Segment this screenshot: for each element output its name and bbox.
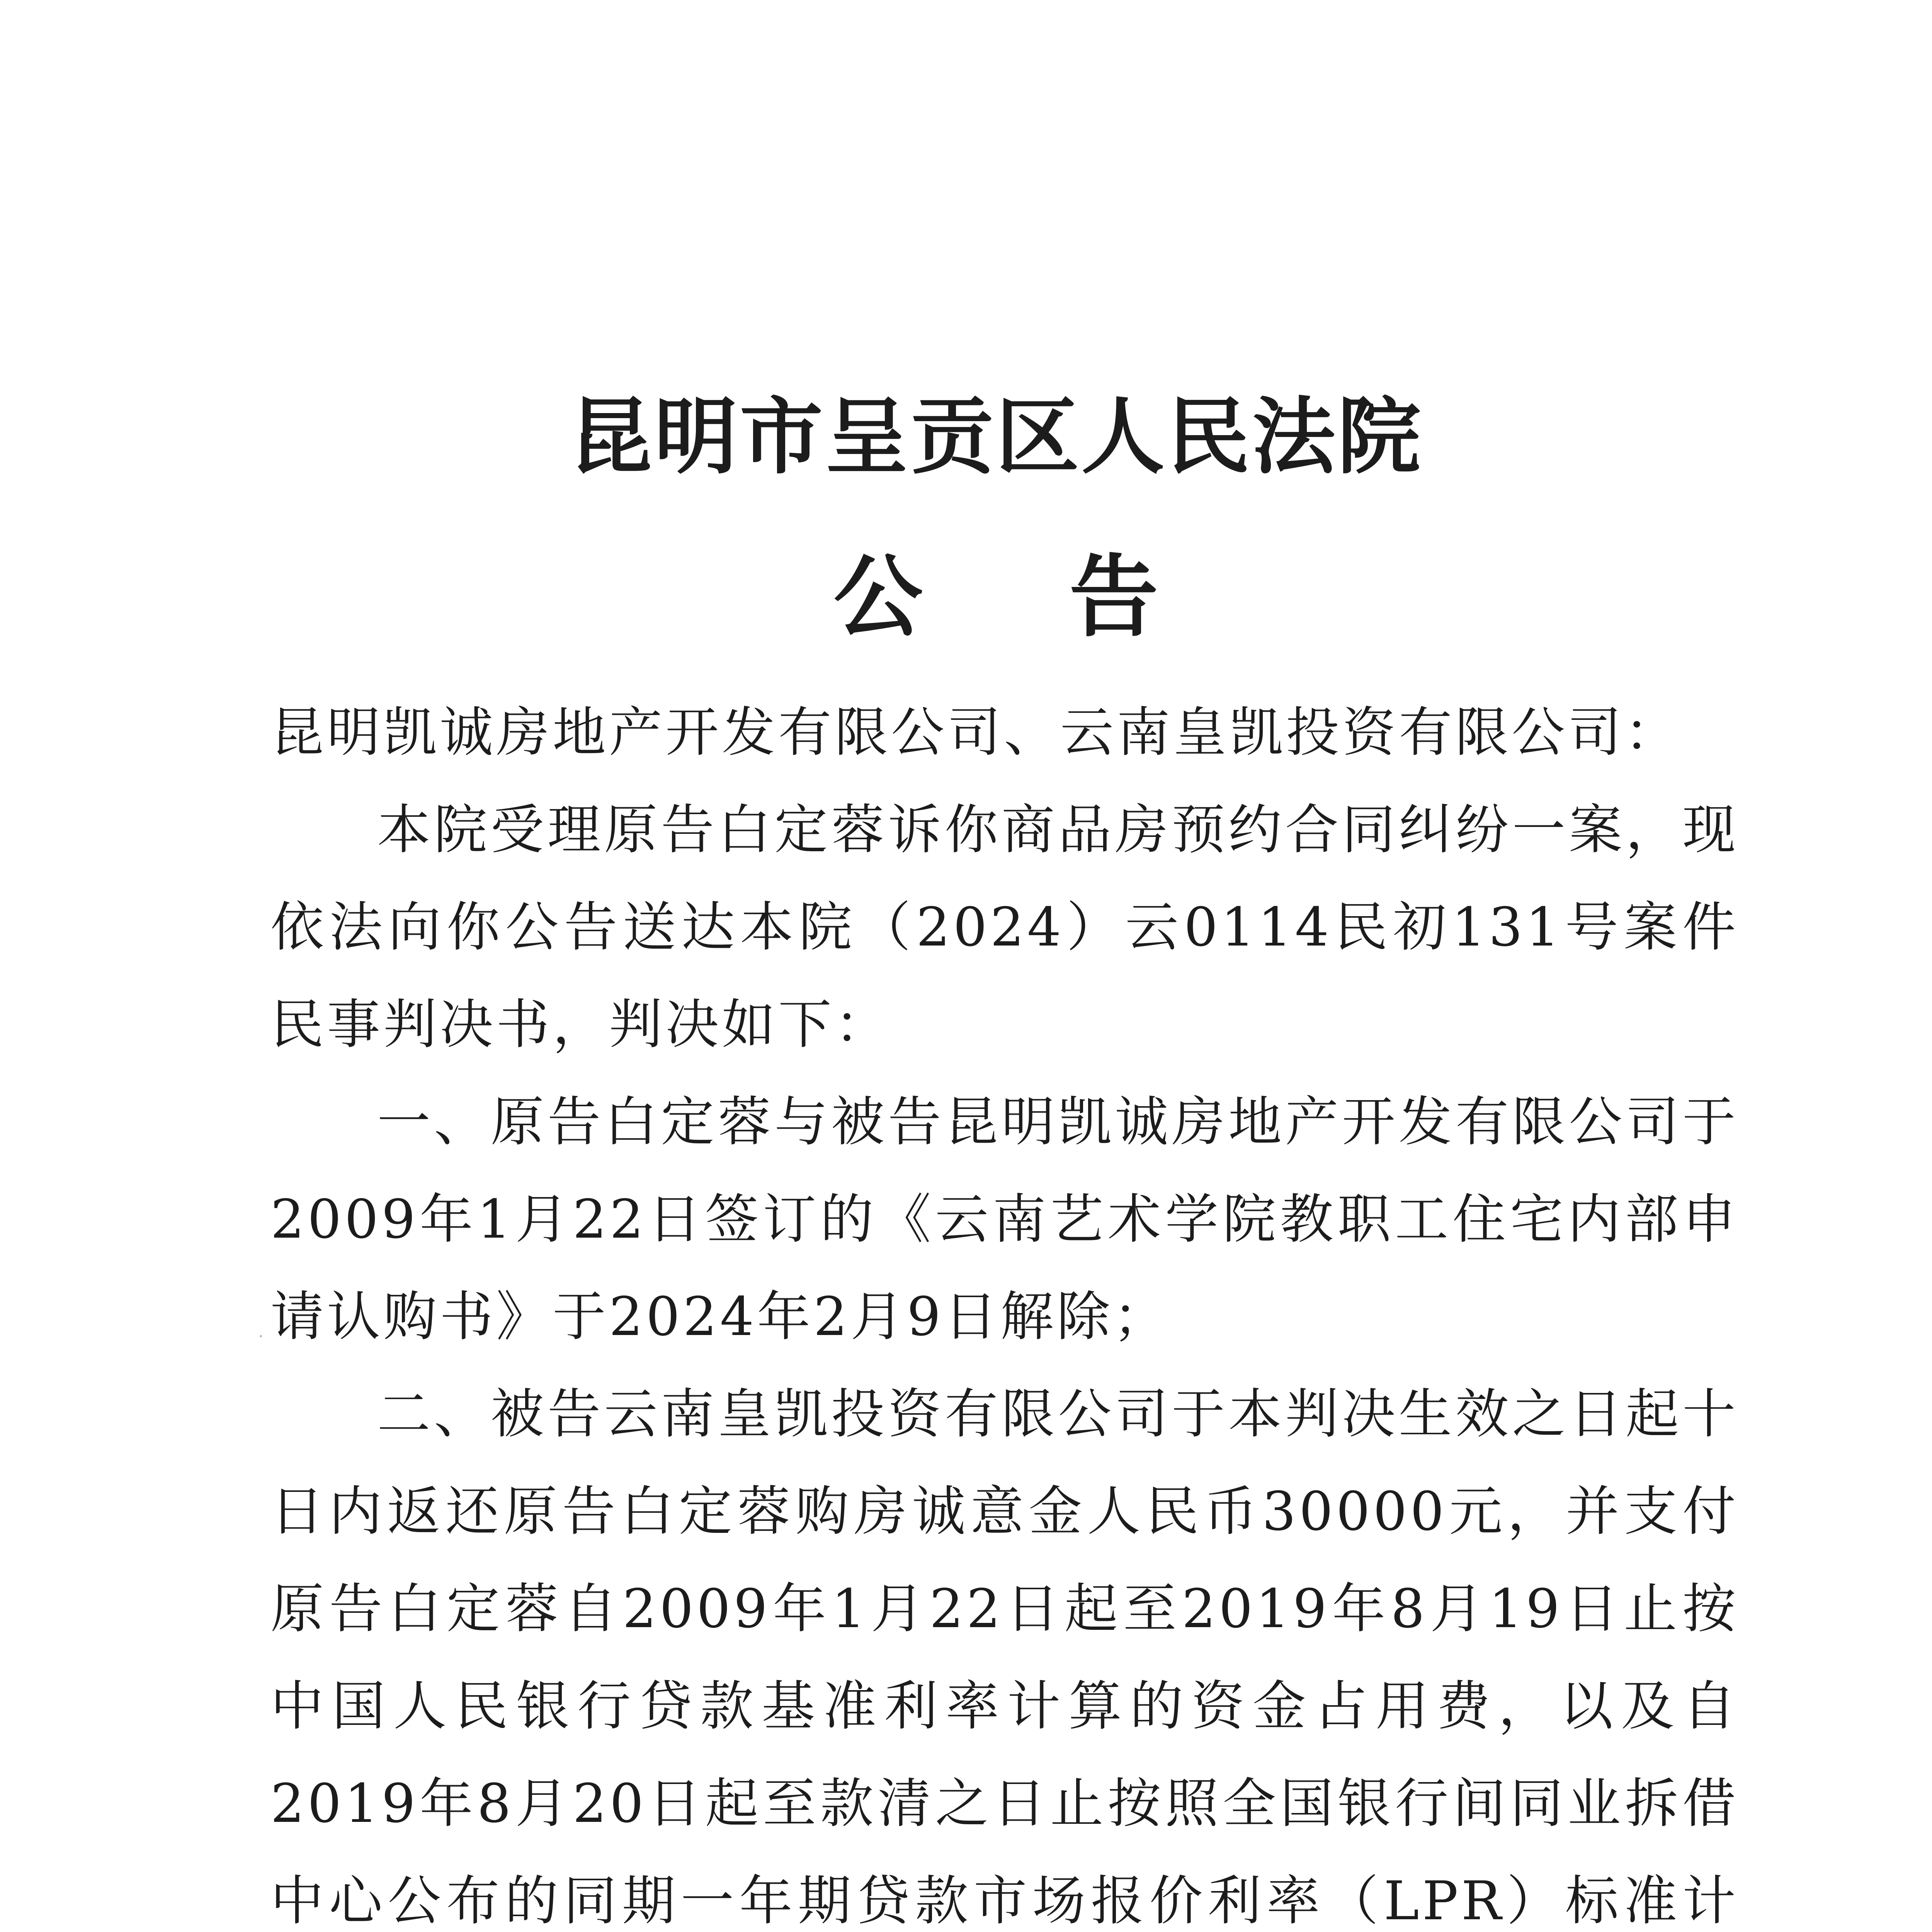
paragraph-judgment-item-1: 一、原告白定蓉与被告昆明凯诚房地产开发有限公司于2009年1月22日签订的《云南艺术学院教职工住宅内部申请认购书》于2024年2月9日解除；	[270, 1091, 1739, 1348]
paragraph-intro: 本院受理原告白定蓉诉你商品房预约合同纠纷一案，现依法向你公告送达本院（2024）云0114民初131号案件民事判决书，判决如下：	[270, 799, 1739, 1056]
paragraph-judgment-item-2: 二、被告云南皇凯投资有限公司于本判决生效之日起十日内返还原告白定蓉购房诚意金人民币30000元，并支付原告白定蓉自2009年1月22日起至2019年8月19日止按中国人民银行贷款基准利率计算的资金占用费，以及自2019年8月20日起至款清之日止按照全国银行间同业拆借中心公布的同期一年期贷款市场报价利率（LPR）标准计	[270, 1383, 1739, 1932]
court-name: 昆明市呈贡区人民法院	[569, 388, 1423, 485]
notice-title: 公告	[833, 545, 1305, 649]
margin-speck	[260, 1335, 262, 1337]
addressee-line: 昆明凯诚房地产开发有限公司、云南皇凯投资有限公司：	[270, 701, 1681, 764]
notice-body	[270, 684, 1739, 1932]
